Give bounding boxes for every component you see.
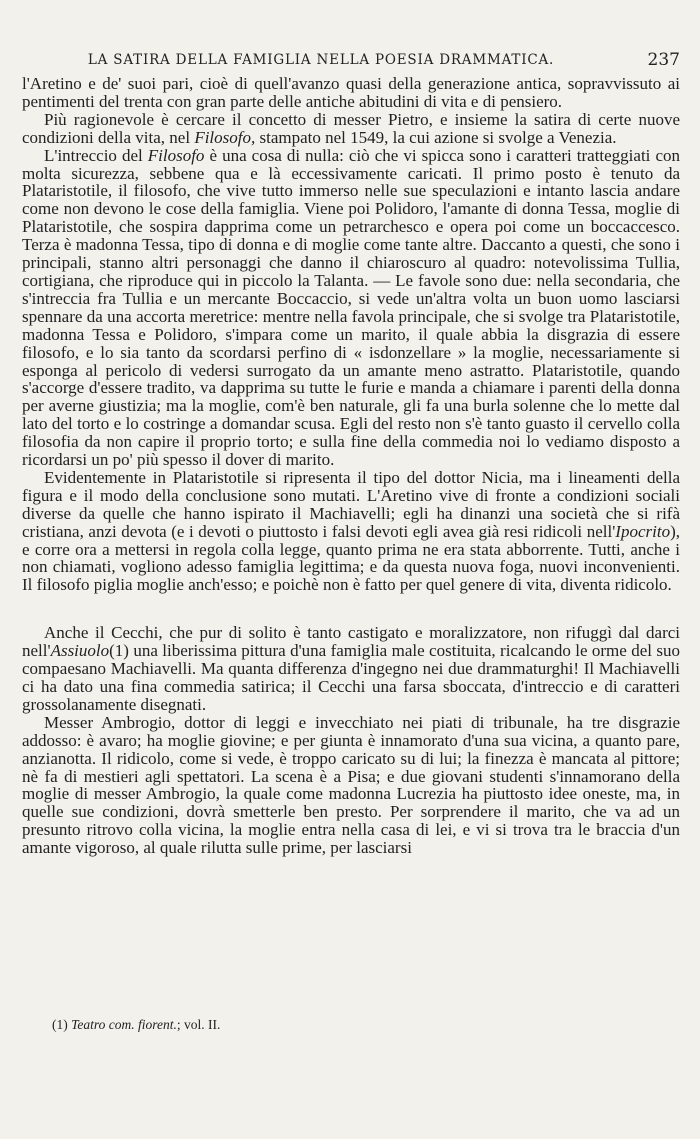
italic-text: Filosofo [147,145,205,165]
paragraph [22,469,680,594]
running-title: LA SATIRA DELLA FAMIGLIA NELLA POESIA DRAMMATICA. [87,52,555,68]
paragraph-text: Evidentemente in Plataristotile si ripresenta il tipo del dottor Nicia, ma i lineamenti della figura e il modo della conclusione sono mutati. L'Aretino vive di fronte a condizioni sociali diverse da quelle che hanno ispirato il Machiavelli; egli ha dinanzi una società che si rifà cristiana, anzi devota (e i devoti o piuttosto i falsi devoti egli avea già resi ridicoli nell' [22,467,680,541]
paragraph-text: Messer Ambrogio, dottor di leggi e invecchiato nei piati di tribunale, ha tre disgrazie addosso: è avaro; ha moglie giovine; e per giunta è innamorato d'una sua vicina, a quanto pare, anzianotta. Il ridicolo, come si vede, è troppo caricato su di lui; la finezza è mancata al pittore; nè fa di mestieri agli spettatori. La scena è a Pisa; e due giovani studenti s'innamorano della moglie di messer Ambrogio, la quale come madonna Lucrezia ha piuttosto idee oneste, ma, in quelle sue condizioni, dovrà smetterle ben presto. Per sorprendere il marito, che va ad un presunto ritrovo colla vicina, la moglie entra nella casa di lei, e vi si trova tra le braccia d'un amante vigoroso, al quale rilutta sulle prime, per lasciarsi [22,712,680,858]
paragraph-text: ), e corre ora a mettersi in regola colla legge, quanto prima ne era stata abborrente. Tutti, anche i non chiamati, vogliono adesso famiglia legittima; e da questa nuova foga, nuovi inconvenienti. Il filosofo piglia moglie anch'esso; e poichè non è fatto per quel genere di vita, diventa ridicolo. [22,521,680,595]
paragraph [22,624,680,714]
running-head [22,52,680,74]
paragraph-text: L'intreccio del [44,145,148,165]
paragraph-text: Più ragionevole è cercare il concetto di messer Pietro, e insieme la satira di certe nuove condizioni della vita, nel [22,109,680,147]
paragraph-text: stampato nel 1549, la cui azione si svolge a Venezia. [255,127,617,147]
paragraph-text: l'Aretino e de' suoi pari, cioè di quell'avanzo quasi della generazione antica, sopravvissuto ai pentimenti del trenta con gran parte delle antiche abitudini di vita e di pensiero. [22,74,680,111]
paragraph [22,75,680,111]
paragraph-text: è una cosa di nulla: ciò che vi spicca sono i caratteri tratteggiati con molta sicurezza, sebbene qua e là eccessivamente caricati. Il primo posto è tenuto da Plataristotile, il filosofo, che vive tutto immerso nelle sue speculazioni e intanto lascia andare come non devono le cose della famiglia. Viene poi Polidoro, l'amante di donna Tessa, moglie di Plataristotile, che sospira dapprima come un petrarchesco e opera poi come un boccaccesco. Terza è madonna Tessa, tipo di donna e di moglie come tante altre. Daccanto a questi, che sono i principali, stanno altri personaggi che danno il chiaroscuro al quadro: notevolissima Tullia, cortigiana, che riproduce qui in piccolo la Talanta. — Le favole sono due: nella secondaria, che s'intreccia fra Tullia e un mercante Boccaccio, si vede un'altra volta un buon uomo lasciarsi spennare da una accorta meretrice: mentre nella favola principale, che si svolge tra Plataristotile, madonna Tessa e Polidoro, s'impara come un marito, il quale abbia la disgrazia di essere filosofo, e lo sia tanto da scordarsi perfino di « isdonzellare » la moglie, necessariamente si esponga al pericolo di vedersi surrogato da un amante meno astratto. Plataristotile, quando s'accorge d'essere tradito, va dapprima su tutte le furie e manda a chiamare i parenti della donna per averne giustizia; ma la moglie, com'è ben naturale, gli fa una burla solenne che lo mette dal lato del torto e lo costringe a domandar scusa. Egli del resto non s'è tanto guasto il cervello colla filosofia da non capire il proprio torto; e sulla fine della commedia noi lo vediamo disposto a ricordarsi un po' più spesso il dover di marito. [22,145,680,470]
footnote-title: Teatro com. fiorent. [71,1017,177,1032]
footnote-rest: ; vol. II. [176,1017,221,1032]
paragraph-text: Anche il Cecchi, che pur di solito è tanto castigato e moralizzatore, non rifuggì dal darci nell' [22,623,680,661]
paragraph [22,111,680,147]
footnote-marker: (1) [52,1017,72,1032]
footnote [52,1017,220,1033]
paragraph [22,147,680,469]
body-text [22,75,680,857]
italic-text: Filosofo, [194,127,256,147]
paragraph-text: (1) una liberissima pittura d'una famiglia male costituita, ricalcando le orme del suo compaesano Machiavelli. Ma quanta differenza d'ingegno nei due drammaturghi! Il Machiavelli ci ha dato una fina commedia satirica; il Cecchi una farsa sboccata, d'intreccio e di caratteri grossolanamente disegnati. [22,641,680,714]
page-number: 237 [647,50,680,70]
italic-text: Assiuolo [50,641,110,661]
paragraph [22,714,680,857]
italic-text: Ipocrito [615,521,671,541]
